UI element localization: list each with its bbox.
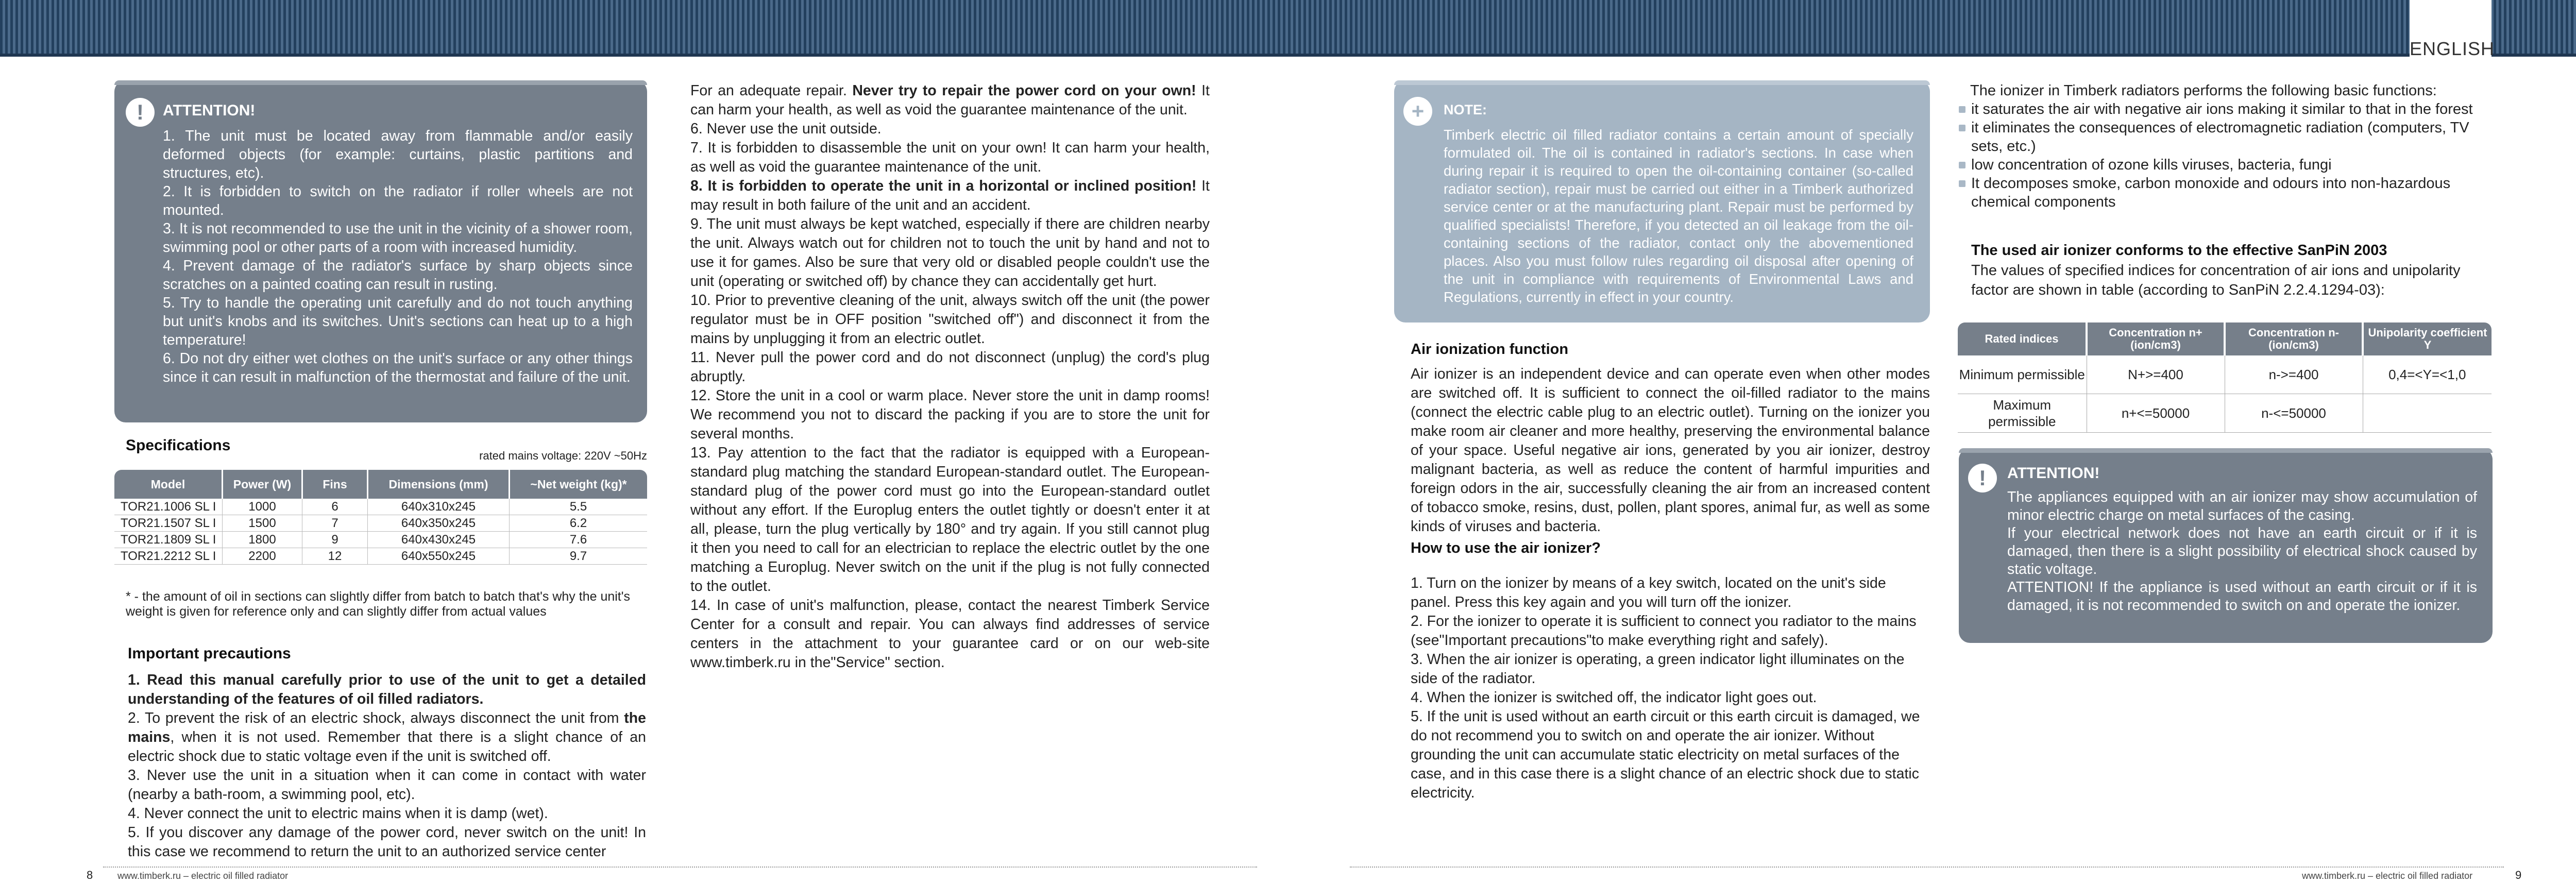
precaution-item [690,81,1210,120]
table-cell: N+>=400 [2087,355,2225,394]
column-header: Model [114,470,223,499]
how-to-step: 3. When the air ionizer is operating, a green indicator light illuminates on the side of the radiator. [1411,651,1905,687]
table-row [114,499,647,515]
plus-icon: + [1403,97,1432,126]
precautions-title: Important precautions [128,645,291,662]
precaution-text: , when it is not used. Remember that there is a slight chance of an electric shock due to static voltage even if the unit is switched off. [128,729,646,765]
precaution-item: 4. Never connect the unit to electric mains when it is damp (wet). [128,805,548,822]
precaution-bold: Never try to repair the power cord on your own! [852,82,1196,99]
air-ionization-text: Air ionizer is an independent device and can operate even when other modes are switched off. It is sufficient to connect the oil-filled radiator to the mains (connect the electric cable plug to an electric outlet). Turning on the ionizer you make room air cleaner and more healthy, preserving the environmental balance of your space. Useful negative air ions, generated by you air ionizer, destroy malignant bacteria, as well as reduce the content of harmful impurities and foreign odors in the air, successfully cleaning the air from an increased content of tobacco smoke, resins, dust, pollen, plant spores, animal fur, as well as some kinds of viruses and bacteria. [1411,366,1930,535]
table-cell: n+<=50000 [2087,394,2225,433]
attention-title: ATTENTION! [2007,465,2100,482]
ionizer-intro: The ionizer in Timberk radiators performs the following basic functions: [1970,82,2437,99]
footer-dotted-line-right [1350,867,2504,868]
how-to-step: 2. For the ionizer to operate it is sufficient to connect you radiator to the mains (see"Important precautions"to make everything right and safely). [1411,613,1917,649]
precaution-text: It may result in both failure of the unit and an accident. [690,178,1210,213]
precaution-text: For an adequate repair. [690,82,853,99]
how-to-step: 1. Turn on the ionizer by means of a key switch, located on the unit's side panel. Press this key again and you will turn off the ionizer. [1411,575,1886,610]
list-item: It decomposes smoke, carbon monoxide and odours into non-hazardous chemical components [1958,174,2488,211]
air-ionization-title: Air ionization function [1411,341,1569,358]
column-header: Rated indices [1958,322,2087,355]
how-to-step: 5. If the unit is used without an earth circuit or this earth circuit is damaged, we do not recommend you to switch on and operate the air ionizer. Without grounding the unit can accumulate static electricity on metal surfaces of the case, and in this case there is a slight chance of an electric shock due to static electricity. [1411,708,1920,801]
box-top-bar [114,80,647,85]
column-header: Concentration n+ (ion/cm3) [2087,322,2225,355]
table-cell: 9.7 [510,548,648,565]
table-cell: 1800 [223,532,302,548]
table-cell: 5.5 [510,499,648,515]
table-cell: Maximum permissible [1958,394,2087,433]
specifications-table [114,470,647,565]
attention-ionizer-text [2007,488,2477,615]
footer-url-right: www.timberk.ru – electric oil filled radiator [2302,871,2473,881]
column-header: Dimensions (mm) [368,470,510,499]
table-row [114,515,647,532]
column-header: Concentration n- (ion/cm3) [2225,322,2363,355]
precaution-item: 10. Prior to preventive cleaning of the unit, always switch off the unit (the power regulator must be in OFF position "switched off") and disconnect it from the mains by unplugging it from an electric outlet. [690,292,1210,347]
list-item: it saturates the air with negative air ions making it similar to that in the forest [1958,100,2488,118]
precaution-text: 2. To prevent the risk of an electric shock, always disconnect the unit from [128,710,624,726]
table-cell: 640x350x245 [368,515,510,532]
note-title: NOTE: [1444,102,1487,117]
table-cell: TOR21.1006 SL I [114,499,223,515]
attention-title: ATTENTION! [163,102,256,119]
note-text: Timberk electric oil filled radiator contains a certain amount of specially formulated oil. The oil is contained in radiator's sections. In case when during repair it is required to open the oil-containing container (so-called radiator section), repair must be carried out either in a Timberk authorized service center or at the manufacturing plant. Repair must be performed by qualified specialists! Therefore, if you detected an oil leakage from the oil-containing sections of the radiator, contact only the abovementioned places. Also you must follow rules regarding oil disposal after opening of the unit in compliance with requirements of Environmental Laws and Regulations, currently in effect in your country. [1444,127,1913,305]
table-cell [2363,394,2492,433]
attention-item: 4. Prevent damage of the radiator's surface by sharp objects since scratches on a painted coating can result in rusting. [163,258,633,293]
table-cell: 640x430x245 [368,532,510,548]
precaution-bold: 1. Read this manual carefully prior to use of the unit to get a detailed understanding of the features of oil filled radiators. [128,672,646,707]
attention-item: 2. It is forbidden to switch on the radiator if roller wheels are not mounted. [163,183,633,218]
table-row [1958,355,2492,394]
ionizer-functions [1958,81,2488,211]
language-tab: ENGLISH [2410,0,2492,67]
precaution-item: 5. If you discover any damage of the power cord, never switch on the unit! In this case we recommend to return the unit to an authorized service center [128,824,646,860]
box-top-bar [1394,80,1930,85]
table-cell: 7.6 [510,532,648,548]
table-cell: n-<=50000 [2225,394,2363,433]
table-cell: 6 [302,499,368,515]
table-cell: 640x550x245 [368,548,510,565]
list-item: it eliminates the consequences of electromagnetic radiation (computers, TV sets, etc.) [1958,118,2488,156]
list-item: low concentration of ozone kills viruses, bacteria, fungi [1958,156,2488,174]
precaution-item: 7. It is forbidden to disassemble the unit on your own! It can harm your health, as well as void the guarantee maintenance of the unit. [690,140,1210,175]
attention-item: 3. It is not recommended to use the unit in the vicinity of a shower room, swimming pool or other parts of a room with increased humidity. [163,220,633,256]
column-header: Unipolarity coefficient Y [2363,322,2492,355]
table-cell: 6.2 [510,515,648,532]
table-cell: n->=400 [2225,355,2363,394]
column-header: Fins [302,470,368,499]
note-box [1394,80,1930,322]
precaution-item: 6. Never use the unit outside. [690,121,882,137]
table-header-row [1958,322,2492,355]
table-cell: 1000 [223,499,302,515]
sanpin-table [1958,322,2492,433]
table-cell: 9 [302,532,368,548]
column-header: Power (W) [223,470,302,499]
table-row [114,548,647,565]
page-number-left: 8 [87,869,93,881]
table-cell: TOR21.2212 SL I [114,548,223,565]
precaution-item [690,177,1210,215]
table-cell: TOR21.1809 SL I [114,532,223,548]
specifications-footnote: * - the amount of oil in sections can slightly differ from batch to batch that's why the unit's weight is given for reference only and can slightly differ from actual values [126,589,631,619]
voltage-note: rated mains voltage: 220V ~50Hz [479,449,647,462]
attention-item: 5. Try to handle the operating unit carefully and do not touch anything but unit's knobs and its switches. Unit's sections can heat up to a high temperature! [163,295,633,348]
precaution-bold: 8. It is forbidden to operate the unit in a horizontal or inclined position! [690,178,1197,194]
table-row [114,532,647,548]
precaution-item: 9. The unit must always be kept watched, especially if there are children nearby the unit. Always watch out for children not to touch the unit by hand and not to use it for games. Also be sure that very old or disabled people couldn't use the unit (operating or switched off) by chance they can accidentally get hurt. [690,216,1210,290]
box-top-bar [1959,448,2493,453]
table-cell: 7 [302,515,368,532]
sanpin-text: The values of specified indices for concentration of air ions and unipolarity factor are shown in table (according to SanPiN 2.2.4.1294-03): [1971,262,2461,298]
attention-paragraph: If your electrical network does not have an earth circuit or if it is damaged, then there is a slight possibility of electrical shock caused by static voltage. [2007,525,2477,578]
precaution-item [128,671,646,709]
table-row [1958,394,2492,433]
precaution-item: 3. Never use the unit in a situation when it can come in contact with water (nearby a bath-room, a swimming pool, etc). [128,767,646,803]
table-cell: 640x310x245 [368,499,510,515]
precautions-text [128,671,646,861]
sanpin-title: The used air ionizer conforms to the effective SanPiN 2003 [1971,242,2387,259]
precaution-bold: the mains [128,710,646,745]
precaution-item [128,709,646,766]
page-number-right: 9 [2515,869,2522,881]
table-cell: 12 [302,548,368,565]
table-cell: 0,4=<Y=<1,0 [2363,355,2492,394]
attention-box-ionizer [1959,448,2493,643]
attention-item: 6. Do not dry either wet clothes on the unit's surface or any other things since it can result in malfunction of the thermostat and failure of the unit. [163,350,633,385]
precaution-item: 13. Pay attention to the fact that the radiator is equipped with a European-standard plug matching the standard European-standard outlet. The European-standard plug of the power cord must go into the European-standard outlet without any effort. If the Europlug enters the outlet tightly or doesn't enter it at all, please, turn the plug vertically by 180° and try again. If you still cannot plug it then you need to call for an electrician to replace the electric outlet by the one matching a Europlug. Never switch on the unit if the plug is not fully connected to the outlet. [690,445,1210,595]
table-cell: TOR21.1507 SL I [114,515,223,532]
header-underline [0,54,2576,57]
how-to-use-title: How to use the air ionizer? [1411,540,1601,556]
attention-item: 1. The unit must be located away from flammable and/or easily deformed objects (for example: curtains, plastic partitions and structures, etc). [163,128,633,181]
table-cell: 2200 [223,548,302,565]
exclamation-icon: ! [126,98,155,127]
precaution-item: 11. Never pull the power cord and do not disconnect (unplug) the cord's plug abruptly. [690,349,1210,385]
column-header: ~Net weight (kg)* [510,470,648,499]
footer-dotted-line-left [103,867,1257,868]
exclamation-icon: ! [1968,464,1997,493]
attention-paragraph: ATTENTION! If the appliance is used without an earth circuit or if it is damaged, it is not recommended to switch on and operate the ionizer. [2007,579,2477,614]
attention-paragraph: The appliances equipped with an air ionizer may show accumulation of minor electric charge on metal surfaces of the casing. [2007,489,2477,523]
table-header-row [114,470,647,499]
attention-list [163,127,633,386]
precaution-item: 12. Store the unit in a cool or warm place. Never store the unit in damp rooms! We recommend you not to discard the packing if you are to store the unit for several months. [690,387,1210,442]
precautions-continued [690,81,1210,672]
ionizer-function-list [1958,100,2488,211]
table-cell: Minimum permissible [1958,355,2087,394]
footer-url-left: www.timberk.ru – electric oil filled radiator [117,871,289,881]
precaution-item: 14. In case of unit's malfunction, please, contact the nearest Timberk Service Center for a consult and repair. You can always find addresses of service centers in the attachment to your guarantee card or on our web-site www.timberk.ru in the"Service" section. [690,597,1210,671]
how-to-step: 4. When the ionizer is switched off, the indicator light goes out. [1411,689,1817,706]
how-to-use-steps [1411,574,1930,803]
header-stripe-bar [0,0,2576,57]
table-cell: 1500 [223,515,302,532]
specifications-title: Specifications [126,437,231,454]
precaution-text: It can harm your health, as well as void the guarantee maintenance of the unit. [690,82,1210,118]
attention-box [114,80,647,422]
